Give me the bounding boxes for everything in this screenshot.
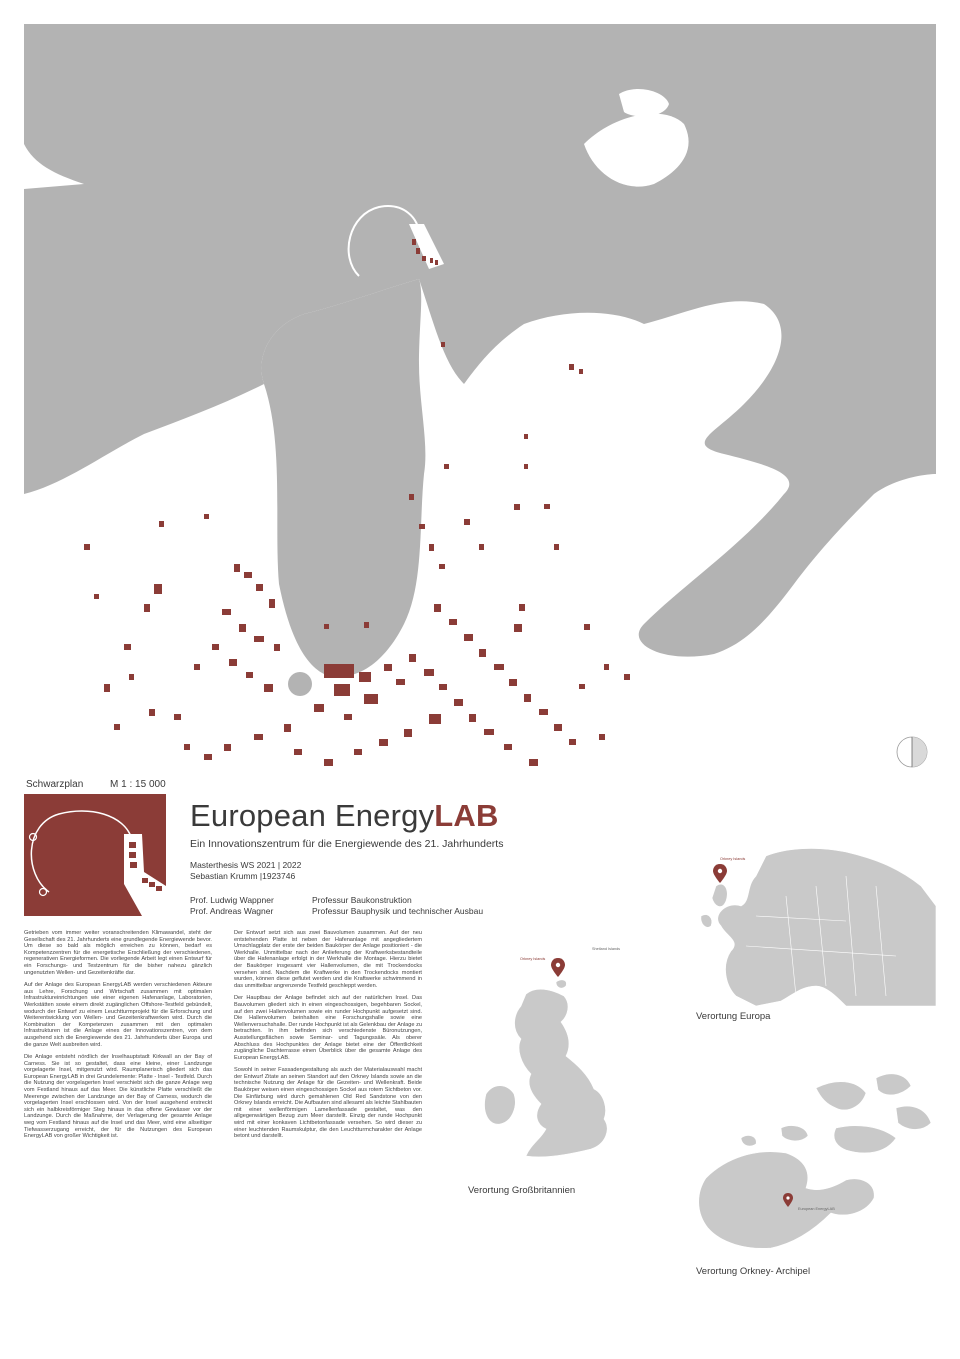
map-marker-icon (551, 958, 565, 977)
paragraph: Sowohl in seiner Fassadengestaltung als auch der Materialauswahl macht der Entwurf Zitate an seinen Standort auf den Orkney Islands sowie an die technische Nutzung der Anlage für die Gezeiten- und Wellenkraft. Beide Baukörper weisen einen eingeschossigen Sockel aus rotem Sichtbeton vor. Die Einfärbung wird durch gemahlenen Old Red Sandstone von den Orkney Islands erreicht. Die Aufbauten sind allesamt als leichte Stahlbauten mit einer wellenförmigen Lamellenfassade gestaltet, was den allgegenwärtigen Bezug zum Meer darstellt. Einzig der runde Hochpunkt wird mit einer konkaven Lichtbetonfassade versehen. So wird dieser zu einer leuchtenden Raumskulptur, die den Leuchtturmcharakter der Anlage betont und darstellt. (234, 1067, 422, 1140)
europe-locator-label: Verortung Europa (696, 1011, 771, 1022)
orkney-marker-label: European EnergyLAB (798, 1207, 835, 1211)
text-column-1 (24, 930, 212, 1146)
professor-chair: Professur Bauphysik und technischer Ausbau (312, 906, 484, 916)
paragraph: Der Hauptbau der Anlage befindet sich auf der natürlichen Insel. Das Bauvolumen gliedert sich in einen eingeschossigen, begehbaren Sockel, auf den zwei Hallenvolumen sowie ein runder Hochpunkt aufgesetzt sind. Die Hallenvolumen beinhalten eine Forschungshalle sowie eine Wellenversuchshalle. Der runde Hochpunkt ist als Gelenkbau der Anlage zu betrachten. In ihm befinden sich verschiedenste Büronutzungen, Ausstellungsflächen sowie Seminar- und Tagungssäle. Als oberer Abschluss des Hochpunktes der Anlage bietet eine der Öffentlichkeit zugängliche Dachterrasse einen Überblick über die gesamte Anlage des European EnergyLAB. (234, 995, 422, 1061)
paragraph: Getrieben vom immer weiter voranschreitenden Klimawandel, steht der Gesellschaft des 21. Jahrhunderts eine grundlegende Energiewende bevor. Um diese so bald als möglich erreichen zu können, bedarf es Kompetenzzentren für die energetische Erschließung der verschiedenen, regenerativen Energieformen. Die vorliegende Arbeit legt einen Entwurf für ein Forschungs- und Testzentrum für die bisher nahezu gänzlich ungenutzten Wellen- und Gezeitenkräfte dar. (24, 930, 212, 976)
britain-locator-label: Verortung Großbritannien (468, 1185, 576, 1196)
text-column-2 (234, 930, 422, 1146)
thesis-line: Masterthesis WS 2021 | 2022 (190, 860, 302, 870)
map-marker-icon (713, 864, 727, 883)
professor-chair: Professur Baukonstruktion (312, 895, 412, 905)
britain-marker-label-secondary: Shetland Islands (592, 947, 621, 951)
professor-name: Prof. Ludwig Wappner (190, 895, 274, 905)
plan-label: Schwarzplan (26, 779, 84, 790)
professors (190, 895, 484, 917)
europe-locator-map (696, 846, 936, 1006)
orkney-locator-map (696, 1068, 936, 1258)
plan-scale: M 1 : 15 000 (110, 779, 166, 790)
paragraph: Der Entwurf setzt sich aus zwei Bauvolumen zusammen. Auf der neu entstehenden Platte ist neben der Hafenanlage mit angegliedertem Umschlagplatz der erste der beiden Baukörper der Anlage positioniert - die Werkhalle. Unmittelbar nach der Anlieferung der Kraftwerksbestandteile über die Hafenanlage erfolgt in der Werkhalle die Montage. Hierzu bietet der Baukörper insgesamt vier Hallenvolumen, die mit Trockendocks versehen sind. Nachdem die Kraftwerke in den Trockendocks montiert wurden, können diese geflutet werden und die Kraftwerke schwimmend in das unmittelbar angrenzende Testfeld geschleppt werden. (234, 930, 422, 989)
paragraph: Die Anlage entsteht nördlich der Inselhauptstadt Kirkwall an der Bay of Carness. Sie ist so gestaltet, dass eine kleine, einer Landzunge vorgelagerte Insel, mitgenutzt wird. Raumplanerisch gliedert sich das European EnergyLAB in drei Grundelemente: Platte - Insel - Testfeld. Durch die Nutzung der vorgelagerten Insel verschiebt sich die ganze Anlage weg vom Festland hinaus auf das Meer. Die künstliche Platte verschließt die Meerenge zwischen der Landzunge an der Bay of Carness, wodurch die vorgelagerten Insel erschlossen wird. Von der Insel ausgehend erstreckt sich ein halbkreisförmiger Steg hinaus in das offene Gewässer vor der Landzunge. Durch die Maßnahme, der Verlagerung der gesamte Anlage weg vom Festland hinaus auf die Insel und das Meer, wird eine allseitiger Tiefwasserzugang erreicht, der für die Nutzungen des European EnergyLAB von großer Wichtigkeit ist. (24, 1054, 212, 1140)
britain-marker-label: Orkney Islands (520, 957, 546, 961)
author-line: Sebastian Krumm |1923746 (190, 871, 296, 881)
professor-name: Prof. Andreas Wagner (190, 906, 274, 916)
plan-caption (26, 779, 206, 790)
europe-marker-label: Orkney Islands (720, 857, 746, 861)
site-plan-map (24, 24, 936, 776)
north-arrow-icon (896, 736, 928, 768)
project-thumbnail (24, 794, 166, 916)
harbour-basin (288, 672, 312, 696)
paragraph: Auf der Anlage des European EnergyLAB werden verschiedenen Akteure aus Lehre, Forschung und Wirtschaft zusammen mit optimalen Infrastruktureinrichtungen wie einer eigenen Hafenanlage, Laboratorien, Werkstätten sowie einem direkt zugänglichen Offshore-Testfeld gebündelt, wodurch der Entwurf zu einem Leuchtturmprojekt für die Erforschung und Weiterentwicklung von Wellen- und Gezeitenkraftwerken wird. Durch die Kombination der Kompetenzen zusammen mit den optimalen Infrastrukturen ist die Anlage eines der Innovationszentren, von dem ausgehend sich die Energiewende des 21. Jahrhunderts über Europa und die ganze Welt ausbreiten wird. (24, 982, 212, 1048)
page-title: European EnergyLAB (190, 798, 499, 833)
thesis-meta (190, 860, 301, 882)
orkney-locator-label: Verortung Orkney- Archipel (696, 1266, 811, 1277)
title-accent: LAB (434, 798, 499, 833)
britain-locator-map (476, 944, 636, 1180)
page-subtitle: Ein Innovationszentrum für die Energiewende des 21. Jahrhunderts (190, 838, 504, 850)
